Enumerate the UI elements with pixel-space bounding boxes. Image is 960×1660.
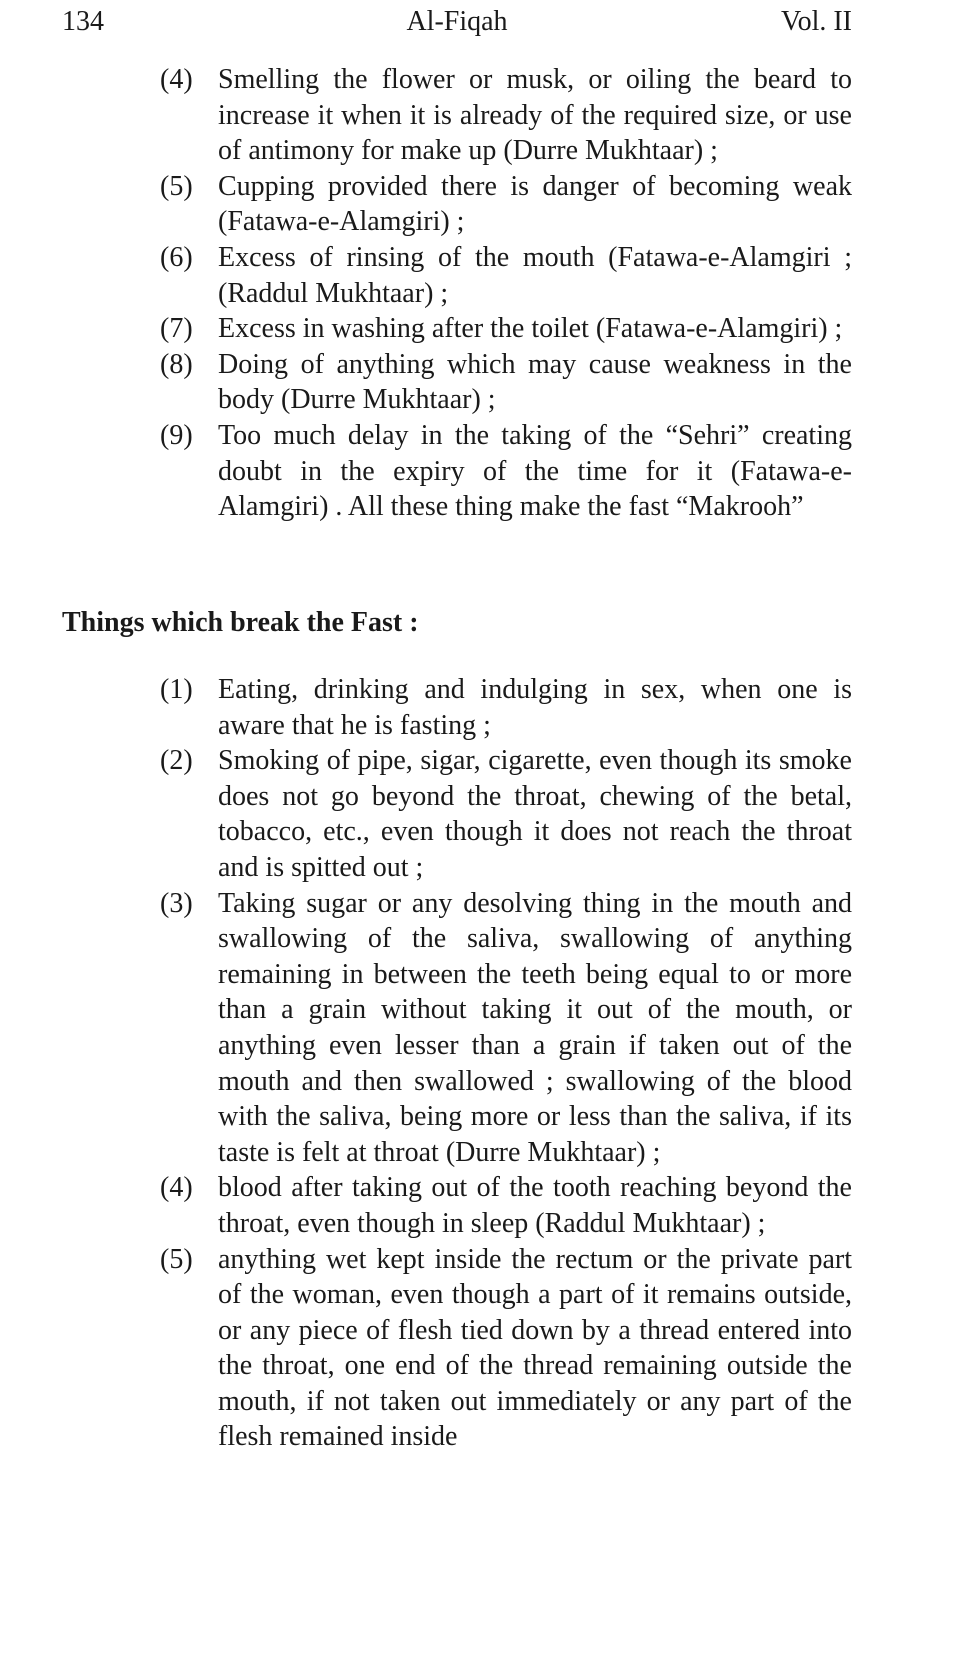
item-number: (9): [160, 419, 193, 451]
list-item: [160, 886, 852, 1171]
item-text: Doing of anything which may cause weakness in the body (Durre Mukhtaar) ;: [218, 348, 852, 416]
item-number: (4): [160, 1172, 193, 1204]
item-number: (3): [160, 887, 193, 919]
item-text: blood after taking out of the tooth reaching beyond the throat, even though in sleep (Raddul Mukhtaar) ;: [218, 1172, 852, 1239]
list-item: [160, 672, 852, 743]
list-item: [160, 347, 852, 418]
item-text: Taking sugar or any desolving thing in the mouth and swallowing of the saliva, swallowing of anything remaining in between the teeth being equal to or more than a grain without taking it out of the mouth, or anything even lesser than a grain if taken out of the mouth and then swallowed ; swallowing of the blood with the saliva, being more or less than the saliva, if its taste is felt at throat (Durre Mukhtaar) ;: [218, 887, 852, 1168]
item-number: (1): [160, 674, 193, 705]
item-text: Smoking of pipe, sigar, cigarette, even though its smoke does not go beyond the throat, chewing of the betal, tobacco, etc., even though it does not reach the throat and is spitted out ;: [218, 745, 852, 883]
list-item: [160, 418, 852, 525]
running-header: [62, 2, 852, 42]
item-number: (5): [160, 1243, 193, 1275]
list-item: [160, 743, 852, 885]
list-item: [160, 1242, 852, 1456]
item-text: Excess of rinsing of the mouth (Fatawa-e-Alamgiri ; (Raddul Mukhtaar) ;: [218, 241, 852, 309]
item-text: Smelling the flower or musk, or oiling the beard to increase it when it is already of the required size, or use of antimony for make up (Durre Mukhtaar) ;: [218, 64, 852, 167]
item-text: Eating, drinking and indulging in sex, when one is aware that he is fasting ;: [218, 674, 852, 741]
item-text: Excess in washing after the toilet (Fatawa-e-Alamgiri) ;: [218, 313, 843, 345]
item-number: (2): [160, 745, 193, 777]
makrooh-list: [160, 62, 852, 525]
book-title: Al-Fiqah: [406, 6, 508, 37]
list-item: [160, 240, 852, 311]
item-text: Cupping provided there is danger of becoming weak (Fatawa-e-Alamgiri) ;: [218, 170, 852, 238]
item-text: anything wet kept inside the rectum or the private part of the woman, even though a part of it remains outside, or any piece of flesh tied down by a thread entered into the throat, one end of the thread remaining outside the mouth, if not taken out immediately or any part of the flesh remained inside: [218, 1243, 852, 1453]
item-number: (7): [160, 313, 193, 345]
list-item: [160, 311, 852, 347]
fast-breaking-list: [160, 672, 852, 1455]
item-number: (8): [160, 348, 193, 380]
list-item: [160, 1170, 852, 1241]
item-text: Too much delay in the taking of the “Sehri” creating doubt in the expiry of the time for it (Fatawa-e-Alamgiri) . All these thing make the fast “Makrooh”: [218, 419, 852, 523]
list-item: [160, 169, 852, 240]
section-heading: Things which break the Fast :: [62, 607, 419, 638]
item-number: (4): [160, 64, 193, 95]
list-item: [160, 62, 852, 169]
item-number: (6): [160, 241, 193, 273]
page-number: 134: [62, 6, 104, 37]
item-number: (5): [160, 170, 193, 202]
volume-label: Vol. II: [780, 6, 852, 37]
